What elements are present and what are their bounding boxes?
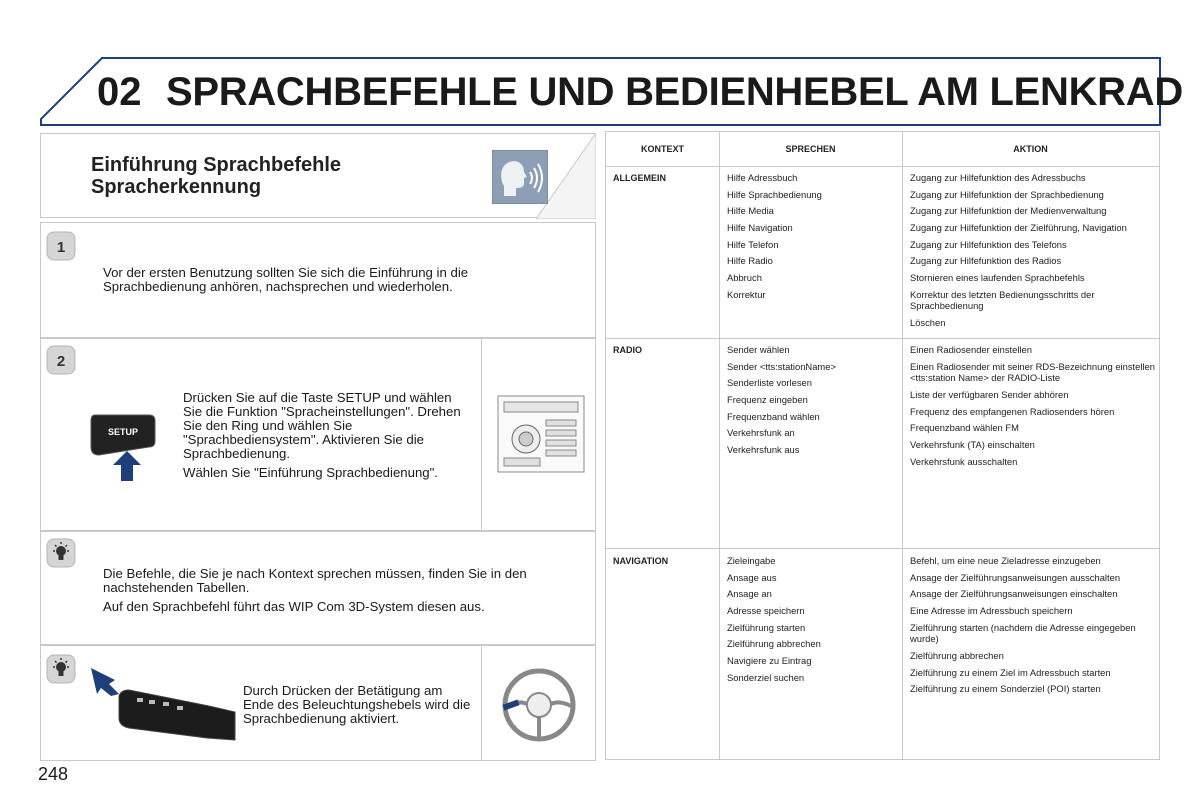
step-1-box [40,222,596,338]
list-item: Verkehrsfunk aus [727,444,800,456]
action-list-navigation [910,555,1155,700]
list-item: Stornieren eines laufenden Sprachbefehls [910,272,1085,284]
table-col-divider [902,132,903,759]
list-item: Ansage der Zielführungsanweisungen ausschalten [910,571,1121,583]
list-item: Zieleingabe [727,555,776,566]
tip-2-box [40,645,596,761]
action-list-allgemein [910,172,1155,334]
table-row-divider [606,548,1159,549]
action-list-radio [910,344,1155,472]
intro-title-line1: Einführung Sprachbefehle [91,154,342,176]
step-2-divider [481,339,482,530]
header-speak: SPRECHEN [785,144,836,154]
list-item: Zugang zur Hilfefunktion der Sprachbedienung [910,188,1104,200]
list-item: Frequenz des empfangenen Radiosenders hören [910,405,1115,417]
step-2-box [40,338,596,531]
list-item: Sender <tts:stationName> [727,360,836,372]
intro-box [40,133,596,218]
list-item: Ansage an [727,588,772,600]
step-badge-2 [46,345,76,375]
list-item: Sonderziel suchen [727,671,805,683]
list-item: Hilfe Sprachbedienung [727,188,822,200]
list-item: Löschen [910,317,946,328]
list-item: Verkehrsfunk ausschalten [910,455,1018,467]
svg-text:2: 2 [56,353,66,370]
table-col-divider [719,132,720,759]
list-item: Zugang zur Hilfefunktion des Adressbuchs [910,172,1086,183]
list-item: Ansage aus [727,571,777,583]
table-row-divider [606,166,1159,167]
list-item: Zugang zur Hilfefunktion der Medienverwaltung [910,205,1107,217]
tip-lightbulb-icon [46,538,76,568]
step-2-para2: Wählen Sie "Einführung Sprachbedienung". [183,465,438,480]
list-item: Zielführung abbrechen [727,638,821,650]
step-1-text: Vor der ersten Benutzung sollten Sie sich die Einführung in die Sprachbedienung anhören, nachsprechen und wiederholen. [103,265,469,294]
tip-1-para2: Auf den Sprachbefehl führt das WIP Com 3D-System diesen aus. [103,599,485,614]
list-item: Zugang zur Hilfefunktion des Telefons [910,238,1067,250]
steering-wheel-illustration [499,666,579,744]
context-navigation: NAVIGATION [613,556,669,566]
chapter-number: 02 [97,70,142,114]
tip-2-divider [481,646,482,760]
voice-command-table [605,131,1160,760]
list-item: Ansage der Zielführungsanweisungen einschalten [910,588,1118,600]
list-item: Korrektur [727,288,766,300]
list-item: Frequenzband wählen [727,410,820,422]
tip-1-para1: Die Befehle, die Sie je nach Kontext sprechen müssen, finden Sie in den nachstehenden Tabellen. [103,566,527,595]
list-item: Eine Adresse im Adressbuch speichern [910,605,1073,617]
list-item: Sender wählen [727,344,790,355]
list-item: Hilfe Media [727,205,774,217]
list-item: Navigiere zu Eintrag [727,655,812,667]
table-row-divider [606,338,1159,339]
setup-button-label: SETUP [107,427,139,437]
list-item: Zugang zur Hilfefunktion des Radios [910,255,1062,267]
list-item: Abbruch [727,272,762,284]
header-action: AKTION [1013,144,1048,154]
list-item: Frequenzband wählen FM [910,422,1019,434]
list-item: Liste der verfügbaren Sender abhören [910,388,1069,400]
list-item: Zugang zur Hilfefunktion der Zielführung, Navigation [910,222,1127,234]
speak-list-allgemein [727,172,897,306]
list-item: Hilfe Radio [727,255,773,267]
step-2-text [183,391,473,485]
list-item: Verkehrsfunk an [727,427,795,439]
tip-lightbulb-icon [46,654,76,684]
context-allgemein: ALLGEMEIN [613,173,666,183]
speak-list-radio [727,344,897,461]
intro-title [91,154,341,198]
header-context: KONTEXT [640,144,684,154]
lighting-stalk-illustration [89,666,237,746]
list-item: Zielführung starten [727,621,806,633]
tip-1-text [103,567,573,619]
list-item: Zielführung zu einem Sonderziel (POI) starten [910,683,1101,695]
list-item: Hilfe Telefon [727,238,779,250]
list-item: Senderliste vorlesen [727,377,812,389]
list-item: Hilfe Navigation [727,222,793,234]
tip-1-box [40,531,596,645]
list-item: Adresse speichern [727,605,805,617]
list-item: Verkehrsfunk (TA) einschalten [910,438,1035,450]
page-number: 248 [38,764,69,784]
tip-2-text: Durch Drücken der Betätigung am Ende des Beleuchtungshebels wird die Sprachbedienung aktiviert. [243,683,471,726]
list-item: Zielführung starten (nachdem die Adresse eingegeben wurde) [910,621,1136,645]
voice-command-icon [492,150,548,204]
list-item: Hilfe Adressbuch [727,172,798,183]
list-item: Einen Radiosender mit seiner RDS-Bezeichnung einstellen <tts:station Name> der RADIO-Liste [910,360,1155,384]
speak-list-navigation [727,555,897,689]
intro-title-line2: Spracherkennung [91,176,262,198]
list-item: Einen Radiosender einstellen [910,344,1032,355]
step-badge-1 [46,231,76,261]
svg-text:1: 1 [56,239,66,256]
step-2-para1: Drücken Sie auf die Taste SETUP und wählen Sie die Funktion "Spracheinstellungen". Drehen Sie den Ring und wählen Sie "Sprachbediensystem". Aktivieren Sie die Sprachbedienung. [183,390,461,461]
list-item: Zielführung abbrechen [910,649,1004,661]
radio-unit-illustration [496,394,586,474]
list-item: Zielführung zu einem Ziel im Adressbuch starten [910,666,1111,678]
list-item: Korrektur des letzten Bedienungsschritts der Sprachbedienung [910,288,1095,312]
chapter-title: SPRACHBEFEHLE UND BEDIENHEBEL AM LENKRAD [166,70,1183,114]
context-radio: RADIO [613,345,642,355]
list-item: Befehl, um eine neue Zieladresse einzugeben [910,555,1101,566]
list-item: Frequenz eingeben [727,394,808,406]
setup-button-illustration [89,411,159,483]
